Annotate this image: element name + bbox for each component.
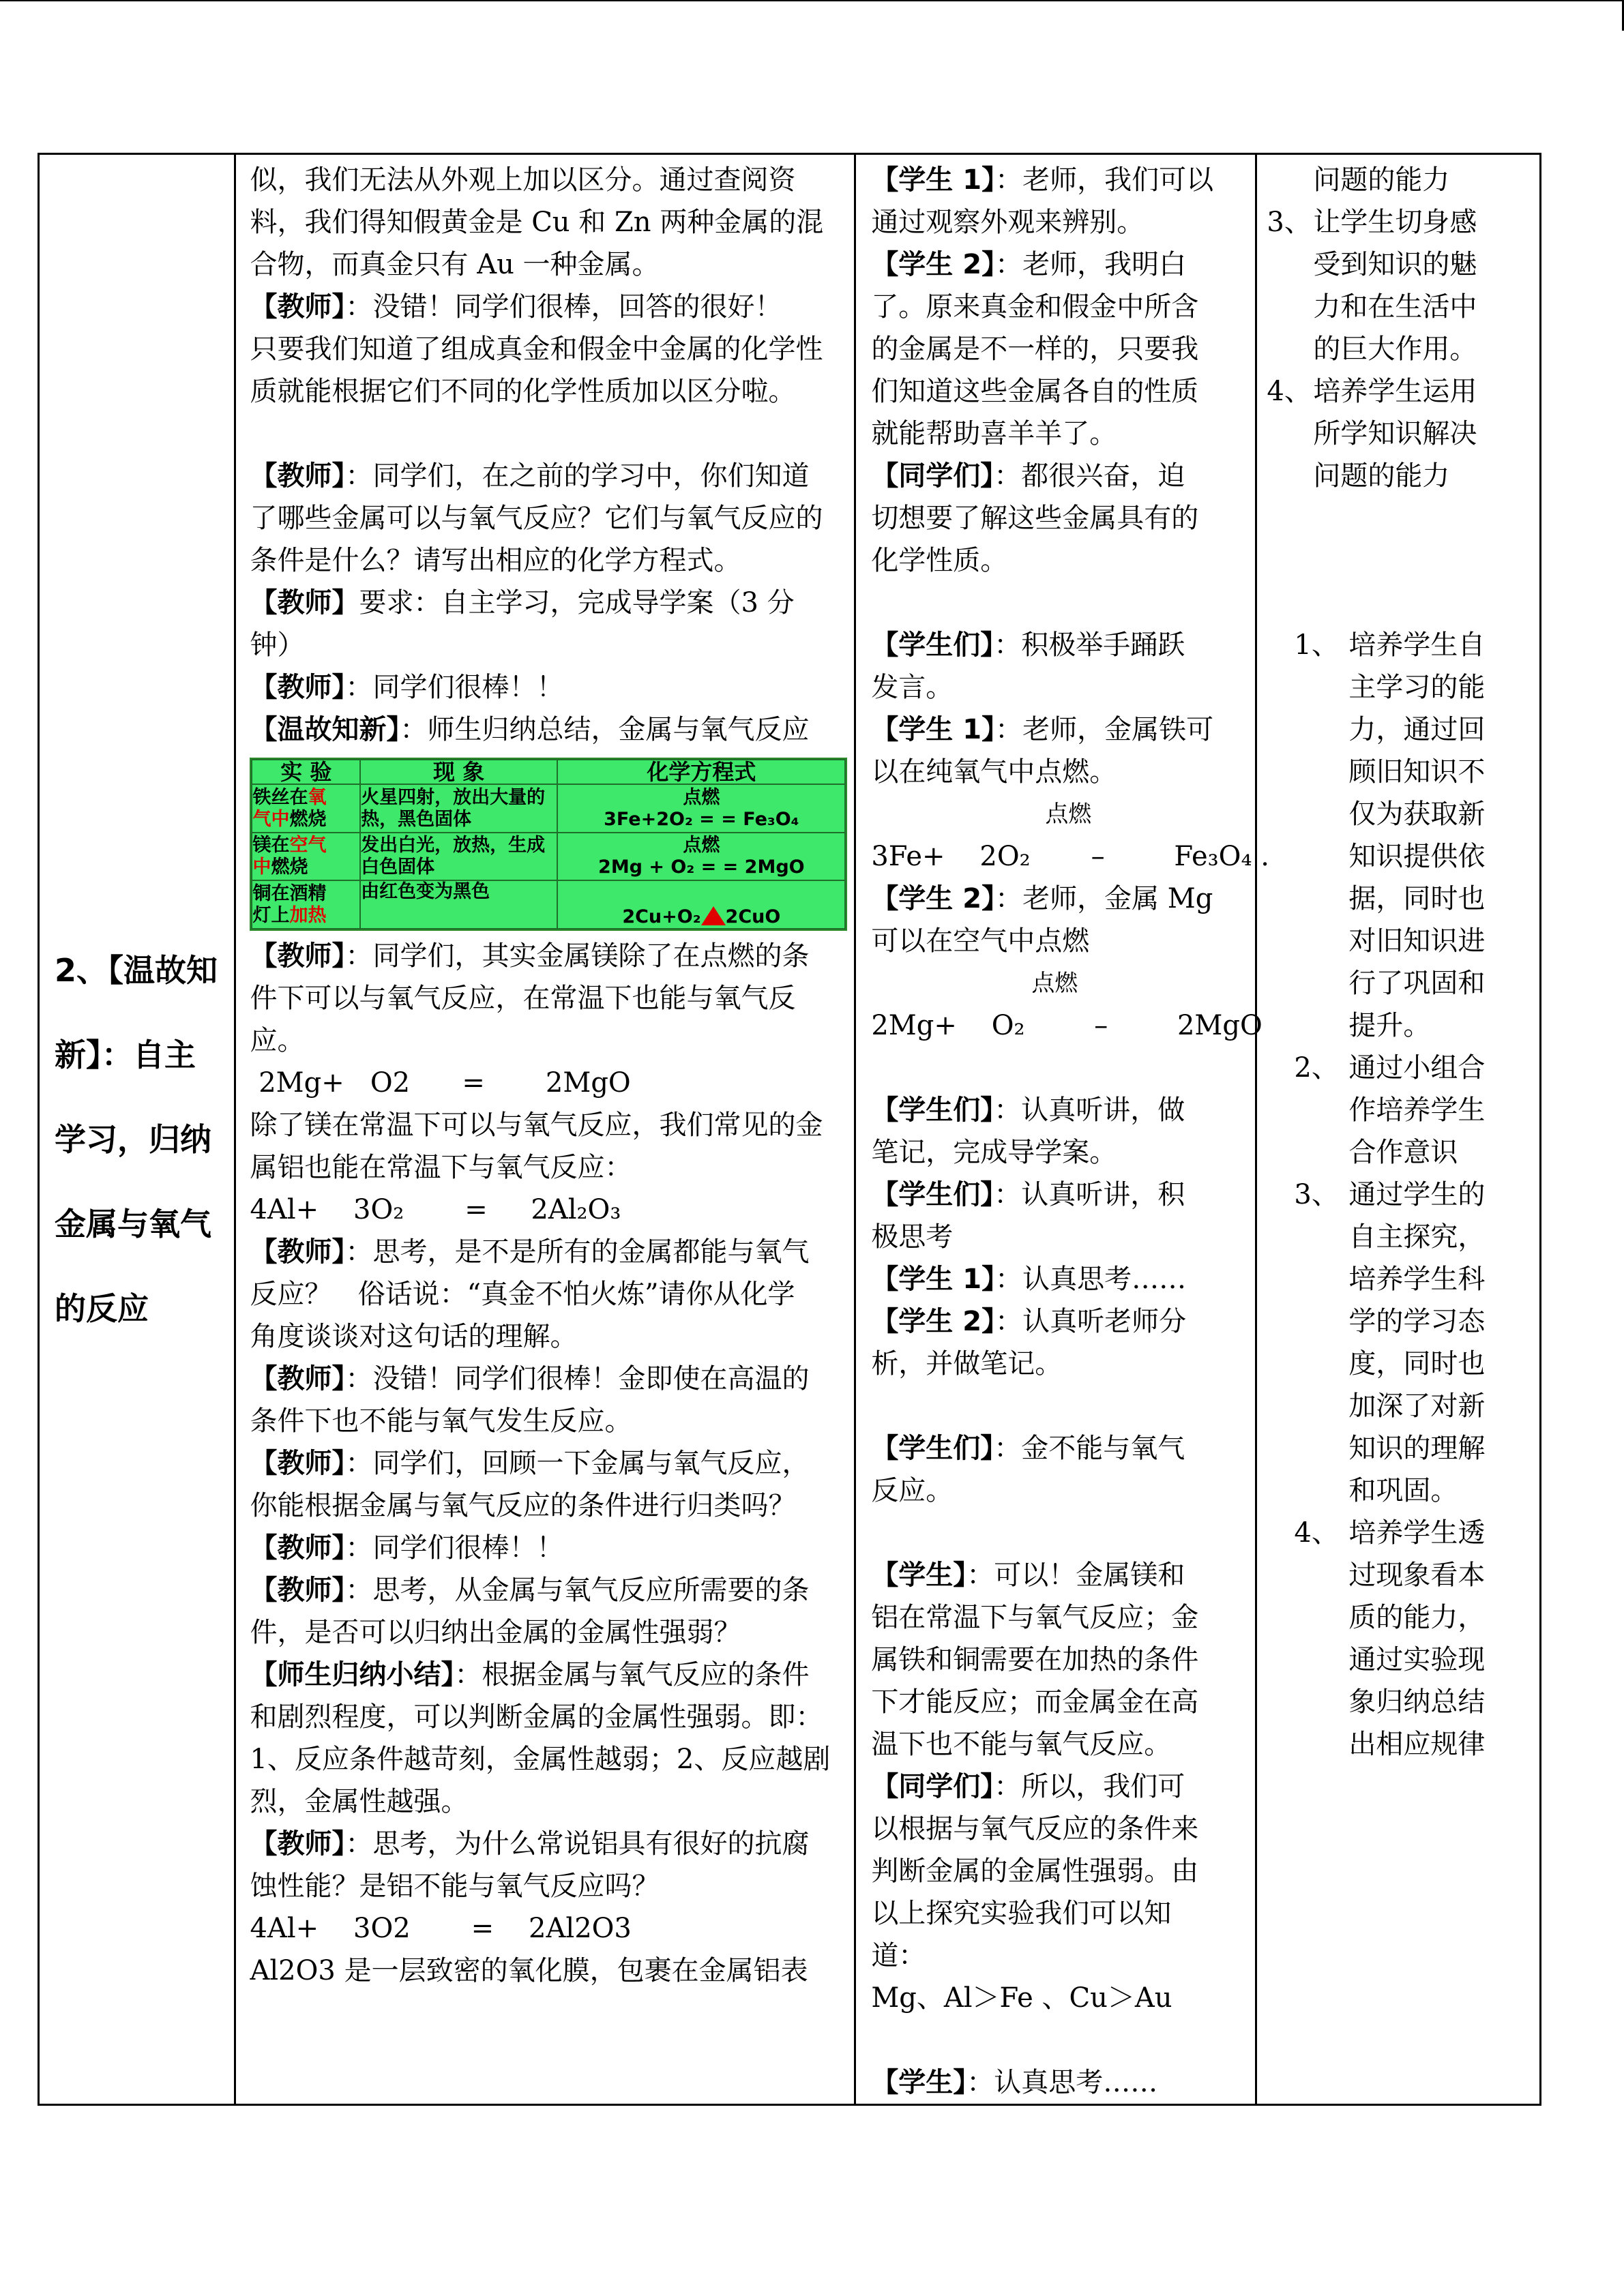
equation: 4Al+ 3O2 = 2Al2O3 bbox=[250, 1913, 632, 1944]
paragraph: 【学生 2】：老师，我明白 了。原来真金和假金中所含 的金属是不一样的，只要我 们知道这些金属各自的性质 就能帮助喜羊羊了。 bbox=[871, 249, 1199, 449]
paragraph: 【学生们】：认真听讲，做 笔记，完成导学案。 bbox=[871, 1094, 1185, 1168]
student-activity-text bbox=[856, 155, 1269, 2104]
paragraph: 只要我们知道了组成真金和假金中金属的化学性 质就能根据它们不同的化学性质加以区分啦。 bbox=[250, 333, 823, 407]
stage-title: 2、【温故知 新】：自主 学习，归纳 金属与氧气 的反应 bbox=[55, 952, 218, 1327]
teacher-activity-cell bbox=[235, 154, 855, 2105]
paragraph: 【教师】：同学们，回顾一下金属与氧气反应， 你能根据金属与氧气反应的条件进行归类吗？ bbox=[250, 1448, 810, 1521]
goal-item: 2、 通过小组合 作培养学生 合作意识 bbox=[1294, 1052, 1486, 1168]
paragraph: 【师生归纳小结】：根据金属与氧气反应的条件 和剧烈程度，可以判断金属的金属性强弱。即： 1、反应条件越苛刻，金属性越弱；2、反应越剧 烈，金属性越强。 bbox=[250, 1659, 831, 1817]
reaction-experiment: 镁在空气 中燃烧 bbox=[252, 833, 360, 881]
reaction-experiment: 铁丝在氧 气中燃烧 bbox=[252, 784, 360, 833]
equation: 2Mg+ O₂ – 2MgO bbox=[871, 1010, 1263, 1041]
paragraph: Al2O3 是一层致密的氧化膜，包裹在金属铝表 bbox=[250, 1955, 808, 1986]
paragraph: 除了镁在常温下可以与氧气反应，我们常见的金 属铝也能在常温下与氧气反应： bbox=[250, 1109, 823, 1183]
equation: 4Al+ 3O₂ = 2Al₂O₃ bbox=[250, 1194, 621, 1225]
reaction-phenomenon: 火星四射，放出大量的热，黑色固体 bbox=[360, 784, 557, 833]
reaction-header: 实 验 bbox=[252, 760, 360, 784]
paragraph: 似，我们无法从外观上加以区分。通过查阅资 料，我们得知假黄金是 Cu 和 Zn 两种金属的混 合物，而真金只有 Au 一种金属。 bbox=[250, 164, 824, 280]
paragraph: 【学生们】：金不能与氧气 反应。 bbox=[871, 1433, 1185, 1506]
reaction-equation: 点燃 3Fe+2O₂ = = Fe₃O₄ bbox=[557, 784, 845, 833]
goal-item: 3、 让学生切身感 受到知识的魅 力和在生活中 的巨大作用。 bbox=[1267, 207, 1477, 365]
student-activity-cell bbox=[855, 154, 1269, 2105]
paragraph: 【教师】：思考，是不是所有的金属都能与氧气 反应？ 俗话说：“真金不怕火炼”请你从化学 角度谈谈对这句话的理解。 bbox=[250, 1236, 810, 1352]
paragraph: 【学生 2】：认真听老师分 析，并做笔记。 bbox=[871, 1306, 1187, 1380]
paragraph: 【学生 1】：老师，我们可以 通过观察外观来辨别。 bbox=[871, 164, 1214, 238]
paragraph: 【教师】要求：自主学习，完成导学案（3 分 钟） bbox=[250, 587, 795, 661]
reaction-condition: 点燃 bbox=[1045, 801, 1092, 828]
paragraph: 【学生】：可以！金属镁和 铝在常温下与氧气反应；金 属铁和铜需要在加热的条件 下才能反应；而金属金在高 温下也不能与氧气反应。 bbox=[871, 1560, 1199, 1760]
paragraph: 【教师】：思考，为什么常说铝具有很好的抗腐 蚀性能？是铝不能与氧气反应吗？ bbox=[250, 1828, 810, 1902]
paragraph: 【温故知新】：师生归纳总结，金属与氧气反应 bbox=[250, 714, 810, 745]
reaction-phenomenon: 发出白光，放热，生成白色固体 bbox=[360, 833, 557, 881]
paragraph: 【教师】：思考，从金属与氧气反应所需要的条 件，是否可以归纳出金属的金属性强弱？ bbox=[250, 1575, 810, 1648]
reaction-experiment: 铜在酒精 灯上加热 bbox=[252, 880, 360, 929]
paragraph: 【学生们】：积极举手踊跃 发言。 bbox=[871, 629, 1185, 703]
goal-item: 1、 培养学生自 主学习的能 力，通过回 顾旧知识不 仅为获取新 知识提供依 据，同时也 对旧知识进 行了巩固和 提升。 bbox=[1294, 629, 1486, 1041]
reaction-row bbox=[252, 833, 845, 881]
paragraph: 【学生 1】：老师，金属铁可 以在纯氧气中点燃。 bbox=[871, 714, 1214, 788]
paragraph: 【教师】：同学们，其实金属镁除了在点燃的条 件下可以与氧气反应，在常温下也能与氧气反 应。 bbox=[250, 940, 810, 1056]
reaction-header: 现 象 bbox=[360, 760, 557, 784]
reaction-equation: 点燃 2Mg + O₂ = = 2MgO bbox=[557, 833, 845, 881]
paragraph: 【同学们】：所以，我们可 以根据与氧气反应的条件来 判断金属的金属性强弱。由 以上探究实验我们可以知 道： bbox=[871, 1771, 1199, 1971]
goal-item: 4、 培养学生运用 所学知识解决 问题的能力 bbox=[1267, 376, 1477, 492]
paragraph: 【学生 1】：认真思考…… bbox=[871, 1264, 1187, 1295]
reaction-table-image bbox=[250, 758, 847, 931]
reaction-header: 化学方程式 bbox=[557, 760, 845, 784]
page-top-border bbox=[0, 0, 1624, 1]
reaction-condition: 点燃 bbox=[1031, 970, 1078, 997]
design-intent-cell bbox=[1256, 154, 1541, 2105]
lesson-plan-table bbox=[38, 153, 1541, 2106]
equation: 2Mg+ O2 = 2MgO bbox=[250, 1067, 631, 1099]
paragraph: 【学生】：认真思考…… bbox=[871, 2067, 1158, 2098]
reaction-row bbox=[252, 784, 845, 833]
teacher-activity-text bbox=[236, 155, 854, 1992]
paragraph: 【教师】：同学们，在之前的学习中，你们知道 了哪些金属可以与氧气反应？它们与氧气反应的 条件是什么？请写出相应的化学方程式。 bbox=[250, 460, 823, 576]
goal-item: 3、 通过学生的 自主探究， 培养学生科 学的学习态 度，同时也 加深了对新 知识的理解 和巩固。 bbox=[1294, 1179, 1486, 1506]
heat-triangle-icon bbox=[701, 906, 726, 925]
paragraph: 【教师】：同学们很棒！！ bbox=[250, 1532, 564, 1564]
paragraph: Mg、Al＞Fe 、Cu＞Au bbox=[871, 1982, 1172, 2014]
goal-continuation: 问题的能力 bbox=[1313, 164, 1450, 196]
paragraph: 【教师】：没错！同学们很棒，回答的很好！ bbox=[250, 291, 782, 323]
reaction-equation: 2Cu+O₂ 2CuO bbox=[557, 880, 845, 929]
paragraph: 【学生们】：认真听讲，积 极思考 bbox=[871, 1179, 1185, 1253]
paragraph: 【教师】：没错！同学们很棒！金即使在高温的 条件下也不能与氧气发生反应。 bbox=[250, 1363, 810, 1437]
reaction-phenomenon: 由红色变为黑色 bbox=[360, 880, 557, 929]
paragraph: 【教师】：同学们很棒！！ bbox=[250, 672, 564, 703]
design-intent-text bbox=[1257, 155, 1539, 1765]
table-row bbox=[39, 154, 1541, 2105]
stage-cell bbox=[39, 154, 235, 2105]
goal-item: 4、 培养学生透 过现象看本 质的能力， 通过实验现 象归纳总结 出相应规律 bbox=[1294, 1517, 1486, 1760]
equation: 3Fe+ 2O₂ – Fe₃O₄ . bbox=[871, 841, 1269, 872]
paragraph: 【同学们】：都很兴奋，迫 切想要了解这些金属具有的 化学性质。 bbox=[871, 460, 1199, 576]
reaction-row bbox=[252, 880, 845, 929]
paragraph: 【学生 2】：老师，金属 Mg 可以在空气中点燃 bbox=[871, 883, 1213, 957]
